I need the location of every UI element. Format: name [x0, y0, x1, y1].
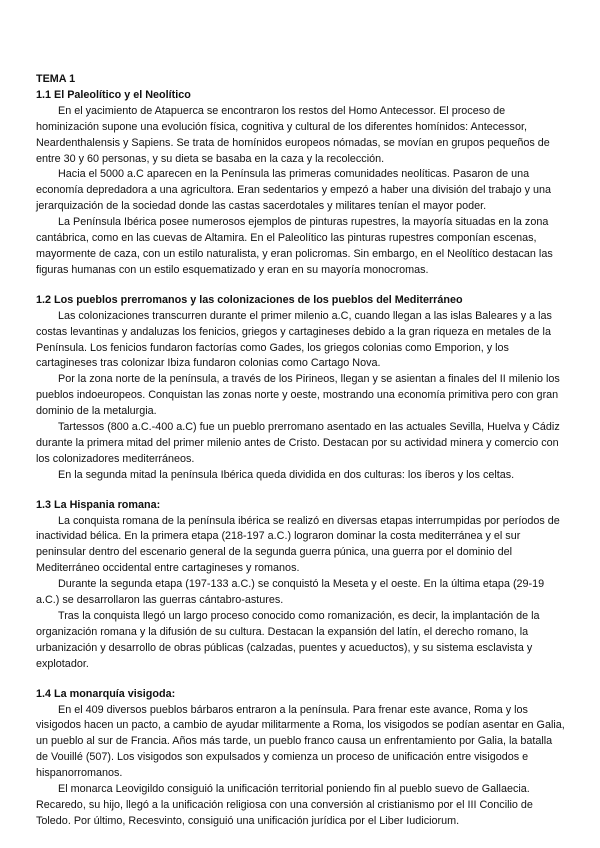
- section-heading: 1.3 La Hispania romana:: [36, 498, 161, 511]
- section-paleolitico-neolitico: [36, 88, 566, 279]
- paragraph: Durante la segunda etapa (197-133 a.C.) se conquistó la Meseta y el oeste. En la última etapa (29-19 a.C.) se desarrollaron las guerras cántabro-astures.: [36, 578, 545, 607]
- section-spacer: [36, 673, 566, 687]
- paragraph: El monarca Leovigildo consiguió la unificación territorial poniendo fin al pueblo suevo de Gallaecia. Recaredo, su hijo, llegó a la unificación religiosa con una conversión al cristianismo por el III Concilio de Toledo. Por último, Recesvinto, consiguió una unificación jurídica por el Liber Iudiciorum.: [36, 783, 533, 827]
- section-pueblos-prerromanos: [36, 293, 566, 484]
- paragraph: En la segunda mitad la península Ibérica queda dividida en dos culturas: los íberos y los celtas.: [58, 468, 515, 481]
- section-heading: 1.1 El Paleolítico y el Neolítico: [36, 88, 191, 101]
- document-title: TEMA 1: [36, 73, 76, 85]
- paragraph: La conquista romana de la península ibérica se realizó en diversas etapas interrumpidas por períodos de inactividad bélica. En la primera etapa (218-197 a.C.) lograron dominar la costa mediterránea y el sur peninsular dentro del escenario general de la segunda guerra púnica, una guerra por el dominio del Mediterráneo occidental entre cartagineses y romanos.: [36, 514, 560, 575]
- section-heading: 1.4 La monarquía visigoda:: [36, 687, 176, 700]
- paragraph: En el yacimiento de Atapuerca se encontraron los restos del Homo Antecessor. El proceso de hominización supone una evolución física, cognitiva y cultural de los diferentes homínidos: Antecessor, Neardenthalensis y Sapiens. Se trata de homínidos europeos nómadas, se movían en grupos pequeños de entre 30 y 60 personas, y su dieta se basaba en la caza y la recolección.: [36, 104, 550, 165]
- section-heading: 1.2 Los pueblos prerromanos y las colonizaciones de los pueblos del Mediterráneo: [36, 293, 463, 306]
- section-spacer: [36, 484, 566, 498]
- paragraph: Tartessos (800 a.C.-400 a.C) fue un pueblo prerromano asentado en las actuales Sevilla, Huelva y Cádiz durante la primera mitad del primer milenio antes de Cristo. Destacan por su actividad minera y comercio con los colonizadores mediterráneos.: [36, 421, 560, 465]
- paragraph: Tras la conquista llegó un largo proceso conocido como romanización, es decir, la implantación de la organización romana y la difusión de su cultura. Destacan la expansión del latín, el derecho romano, la urbanización y desarrollo de obras públicas (calzadas, puentes y acueductos), y su sistema esclavista y explotador.: [36, 610, 540, 670]
- section-spacer: [36, 279, 566, 293]
- document-body: [36, 72, 566, 830]
- paragraph: Hacia el 5000 a.C aparecen en la Península las primeras comunidades neolíticas. Pasaron de una economía depredadora a una agricultora. Eran sedentarios y empezó a haber una división del trabajo y una jerarquización de la sociedad donde las castas sacerdotales y militares tenían el mayor poder.: [36, 168, 551, 213]
- paragraph: En el 409 diversos pueblos bárbaros entraron a la península. Para frenar este avance, Roma y los visigodos hacen un pacto, a cambio de ayudar militarmente a Roma, los visigodos se podían asentar en Galia, un pueblo al sur de Francia. Años más tarde, un pueblo franco causa un enfrentamiento por Galia, la batalla de Vouillé (507). Los visigodos son expulsados y comienza un proceso de unificación entre visigodos e hispanorromanos.: [36, 703, 565, 780]
- paragraph: La Península Ibérica posee numerosos ejemplos de pinturas rupestres, la mayoría situadas en la zona cantábrica, como en las cuevas de Altamira. En el Paleolítico las pinturas rupestres componían escenas, mayormente de caza, con un estilo naturalista, y eran policromas. Sin embargo, en el Neolítico destacan las figuras humanas con un estilo esquematizado y eran en su mayoría monocromas.: [36, 216, 553, 276]
- paragraph: Las colonizaciones transcurren durante el primer milenio a.C, cuando llegan a las islas Baleares y a las costas levantinas y andaluzas los fenicios, griegos y cartagineses debido a la gran riqueza en metales de la Península. Los fenicios fundaron factorías como Gades, los griegos colonias como Emporion, y los cartagineses tras colonizar Ibiza fundaron colonias como Cartago Nova.: [36, 309, 552, 370]
- section-monarquia-visigoda: [36, 687, 566, 830]
- paragraph: Por la zona norte de la península, a través de los Pirineos, llegan y se asientan a finales del II milenio los pueblos indoeuropeos. Conquistan las zonas norte y oeste, mostrando una economía primitiva pero con gran dominio de la metalurgia.: [36, 373, 560, 418]
- section-hispania-romana: [36, 498, 566, 673]
